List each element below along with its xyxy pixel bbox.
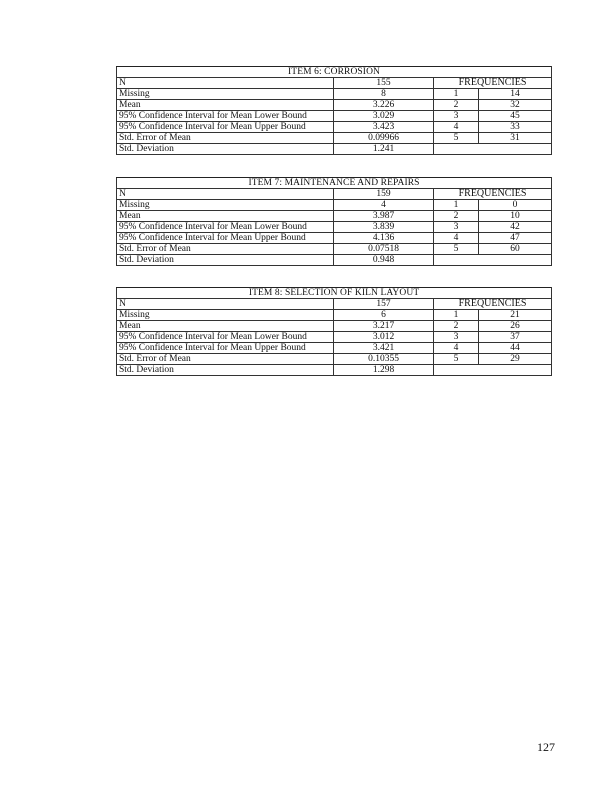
frequency-count: 31 — [479, 133, 552, 144]
table-item-7 — [116, 177, 552, 266]
row-value: 3.226 — [334, 100, 434, 111]
frequency-key: 4 — [434, 122, 479, 133]
row-value: 4 — [334, 200, 434, 211]
row-value: 155 — [334, 78, 434, 89]
row-value: 157 — [334, 299, 434, 310]
frequency-key: 4 — [434, 343, 479, 354]
row-value: 3.217 — [334, 321, 434, 332]
empty-cell — [434, 255, 552, 266]
page-number: 127 — [537, 740, 555, 754]
row-label: Std. Deviation — [117, 255, 334, 266]
row-label: 95% Confidence Interval for Mean Lower Bound — [117, 332, 334, 343]
row-value: 8 — [334, 89, 434, 100]
frequency-count: 33 — [479, 122, 552, 133]
row-label: Std. Error of Mean — [117, 133, 334, 144]
empty-cell — [434, 144, 552, 155]
frequency-count: 0 — [479, 200, 552, 211]
frequency-count: 45 — [479, 111, 552, 122]
table-title: ITEM 7: MAINTENANCE AND REPAIRS — [117, 178, 552, 189]
row-label: 95% Confidence Interval for Mean Upper Bound — [117, 343, 334, 354]
row-value: 3.839 — [334, 222, 434, 233]
row-value: 3.029 — [334, 111, 434, 122]
row-label: Std. Deviation — [117, 144, 334, 155]
row-label: N — [117, 78, 334, 89]
frequency-count: 21 — [479, 310, 552, 321]
row-label: 95% Confidence Interval for Mean Upper Bound — [117, 122, 334, 133]
row-label: Missing — [117, 89, 334, 100]
frequency-key: 1 — [434, 89, 479, 100]
row-value: 0.948 — [334, 255, 434, 266]
frequency-count: 32 — [479, 100, 552, 111]
row-value: 0.10355 — [334, 354, 434, 365]
row-value: 4.136 — [334, 233, 434, 244]
frequency-key: 1 — [434, 200, 479, 211]
frequency-key: 5 — [434, 354, 479, 365]
frequency-key: 2 — [434, 100, 479, 111]
row-value: 6 — [334, 310, 434, 321]
row-label: N — [117, 299, 334, 310]
row-label: Missing — [117, 200, 334, 211]
row-label: Mean — [117, 100, 334, 111]
table-item-6 — [116, 66, 552, 155]
row-value: 1.241 — [334, 144, 434, 155]
frequency-count: 29 — [479, 354, 552, 365]
table-item-8 — [116, 287, 552, 376]
frequency-count: 14 — [479, 89, 552, 100]
frequencies-header: FREQUENCIES — [434, 78, 552, 89]
frequency-key: 1 — [434, 310, 479, 321]
frequency-count: 47 — [479, 233, 552, 244]
frequency-key: 5 — [434, 133, 479, 144]
frequency-key: 2 — [434, 321, 479, 332]
empty-cell — [434, 365, 552, 376]
row-value: 3.987 — [334, 211, 434, 222]
row-value: 1.298 — [334, 365, 434, 376]
frequency-key: 3 — [434, 332, 479, 343]
row-value: 0.09966 — [334, 133, 434, 144]
table-title: ITEM 6: CORROSION — [117, 67, 552, 78]
frequency-count: 26 — [479, 321, 552, 332]
row-label: Std. Error of Mean — [117, 354, 334, 365]
row-label: Mean — [117, 211, 334, 222]
row-value: 3.421 — [334, 343, 434, 354]
row-label: Std. Error of Mean — [117, 244, 334, 255]
table-title: ITEM 8: SELECTION OF KILN LAYOUT — [117, 288, 552, 299]
frequencies-header: FREQUENCIES — [434, 189, 552, 200]
row-label: Missing — [117, 310, 334, 321]
row-value: 3.423 — [334, 122, 434, 133]
frequency-count: 42 — [479, 222, 552, 233]
frequency-count: 37 — [479, 332, 552, 343]
frequency-key: 3 — [434, 111, 479, 122]
frequency-count: 10 — [479, 211, 552, 222]
frequency-key: 3 — [434, 222, 479, 233]
row-label: Std. Deviation — [117, 365, 334, 376]
frequency-key: 4 — [434, 233, 479, 244]
row-label: 95% Confidence Interval for Mean Lower Bound — [117, 111, 334, 122]
row-label: 95% Confidence Interval for Mean Upper Bound — [117, 233, 334, 244]
row-label: N — [117, 189, 334, 200]
row-value: 159 — [334, 189, 434, 200]
row-label: 95% Confidence Interval for Mean Lower Bound — [117, 222, 334, 233]
frequency-count: 60 — [479, 244, 552, 255]
frequencies-header: FREQUENCIES — [434, 299, 552, 310]
frequency-key: 2 — [434, 211, 479, 222]
frequency-key: 5 — [434, 244, 479, 255]
row-value: 3.012 — [334, 332, 434, 343]
row-value: 0.07518 — [334, 244, 434, 255]
frequency-count: 44 — [479, 343, 552, 354]
row-label: Mean — [117, 321, 334, 332]
